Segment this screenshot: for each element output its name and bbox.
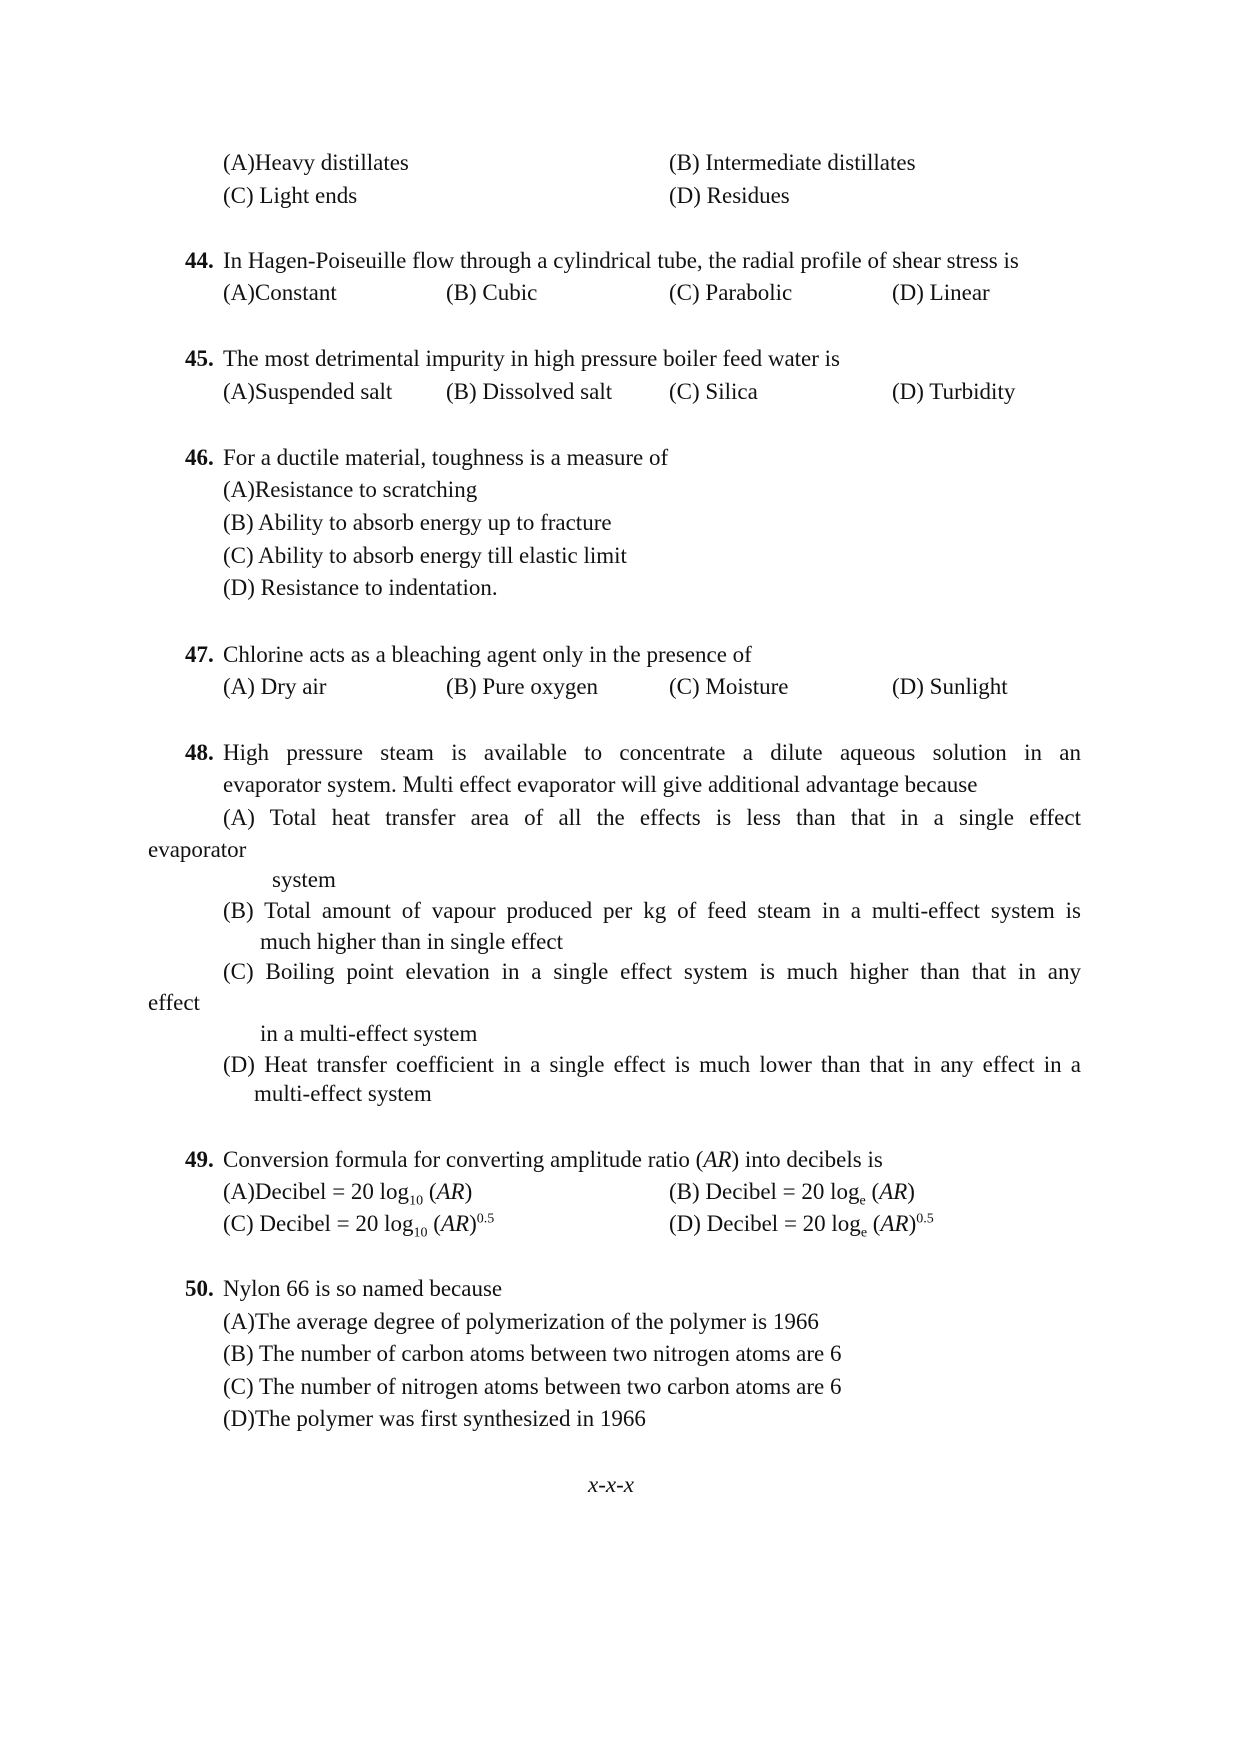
q44-number: 44. — [185, 248, 214, 273]
q43-option-d: (D) Residues — [669, 183, 790, 208]
q48-number: 48. — [185, 740, 214, 765]
q44-option-d: (D) Linear — [892, 280, 990, 305]
q46-option-b: (B) Ability to absorb energy up to fracture — [223, 510, 612, 535]
q50-text: Nylon 66 is so named because — [223, 1276, 503, 1301]
q47-option-b: (B) Pure oxygen — [446, 674, 599, 699]
q48-option-d-line-2: multi-effect system — [254, 1081, 432, 1106]
q43-option-b: (B) Intermediate distillates — [669, 150, 916, 175]
q48-option-d-line-1: (D) Heat transfer coefficient in a single effect is much lower than that in any effect in a — [223, 1052, 1081, 1077]
q46-option-c: (C) Ability to absorb energy till elastic limit — [223, 543, 627, 568]
q45-number: 45. — [185, 346, 214, 371]
q48-option-a-line-3: system — [272, 867, 336, 892]
q48-option-c-line-2: effect — [148, 990, 200, 1015]
q48-option-a-line-1: (A) Total heat transfer area of all the effects is less than that in a single effect — [223, 805, 1081, 830]
q49-option-a: (A)Decibel = 20 $\log_{10} (AR)$ — [223, 1179, 473, 1209]
q46-option-a: (A)Resistance to scratching — [223, 477, 478, 502]
q44-option-a: (A)Constant — [223, 280, 337, 305]
q48-option-c-line-1: (C) Boiling point elevation in a single effect system is much higher than that in any — [223, 959, 1081, 984]
q49-option-b: (B) Decibel = 20 $\log_e (AR)$ — [669, 1179, 915, 1209]
q50-option-a: (A)The average degree of polymerization of the polymer is 1966 — [223, 1309, 819, 1334]
q46-option-d: (D) Resistance to indentation. — [223, 575, 498, 600]
q47-number: 47. — [185, 642, 214, 667]
q47-option-a: (A) Dry air — [223, 674, 327, 699]
q48-option-b-line-1: (B) Total amount of vapour produced per kg of feed steam in a multi-effect system is — [223, 898, 1081, 923]
q50-option-d: (D)The polymer was first synthesized in 1966 — [223, 1406, 646, 1431]
q43-option-a: (A)Heavy distillates — [223, 150, 409, 175]
q48-option-a-line-2: evaporator — [148, 837, 247, 862]
q50-number: 50. — [185, 1276, 214, 1301]
q45-option-d: (D) Turbidity — [892, 379, 1016, 404]
q43-option-c: (C) Light ends — [223, 183, 358, 208]
q48-option-c-line-3: in a multi-effect system — [260, 1021, 478, 1046]
q45-option-c: (C) Silica — [669, 379, 758, 404]
q44-text: In Hagen-Poiseuille flow through a cylindrical tube, the radial profile of shear stress is — [223, 248, 1019, 273]
q50-option-b: (B) The number of carbon atoms between two nitrogen atoms are 6 — [223, 1341, 842, 1366]
q48-text-line-2: evaporator system. Multi effect evaporator will give additional advantage because — [223, 772, 978, 797]
q45-option-b: (B) Dissolved salt — [446, 379, 613, 404]
q44-option-b: (B) Cubic — [446, 280, 538, 305]
q45-text: The most detrimental impurity in high pressure boiler feed water is — [223, 346, 841, 371]
q47-option-d: (D) Sunlight — [892, 674, 1008, 699]
end-marker: x-x-x — [588, 1472, 634, 1497]
q47-text: Chlorine acts as a bleaching agent only in the presence of — [223, 642, 752, 667]
q44-option-c: (C) Parabolic — [669, 280, 793, 305]
q49-option-d: (D) Decibel = 20 $\log_e (AR)^{0.5}$ — [669, 1211, 934, 1241]
q50-option-c: (C) The number of nitrogen atoms between two carbon atoms are 6 — [223, 1374, 842, 1399]
q49-text: Conversion formula for converting amplitude ratio (AR) into decibels is — [223, 1147, 883, 1172]
q45-option-a: (A)Suspended salt — [223, 379, 393, 404]
q48-option-b-line-2: much higher than in single effect — [260, 929, 563, 954]
q49-option-c: (C) Decibel = 20 $\log_{10} (AR)^{0.5}$ — [223, 1211, 495, 1241]
q46-text: For a ductile material, toughness is a measure of — [223, 445, 669, 470]
q46-number: 46. — [185, 445, 214, 470]
q48-text-line-1: High pressure steam is available to concentrate a dilute aqueous solution in an — [223, 740, 1081, 765]
q47-option-c: (C) Moisture — [669, 674, 789, 699]
q49-number: 49. — [185, 1147, 214, 1172]
